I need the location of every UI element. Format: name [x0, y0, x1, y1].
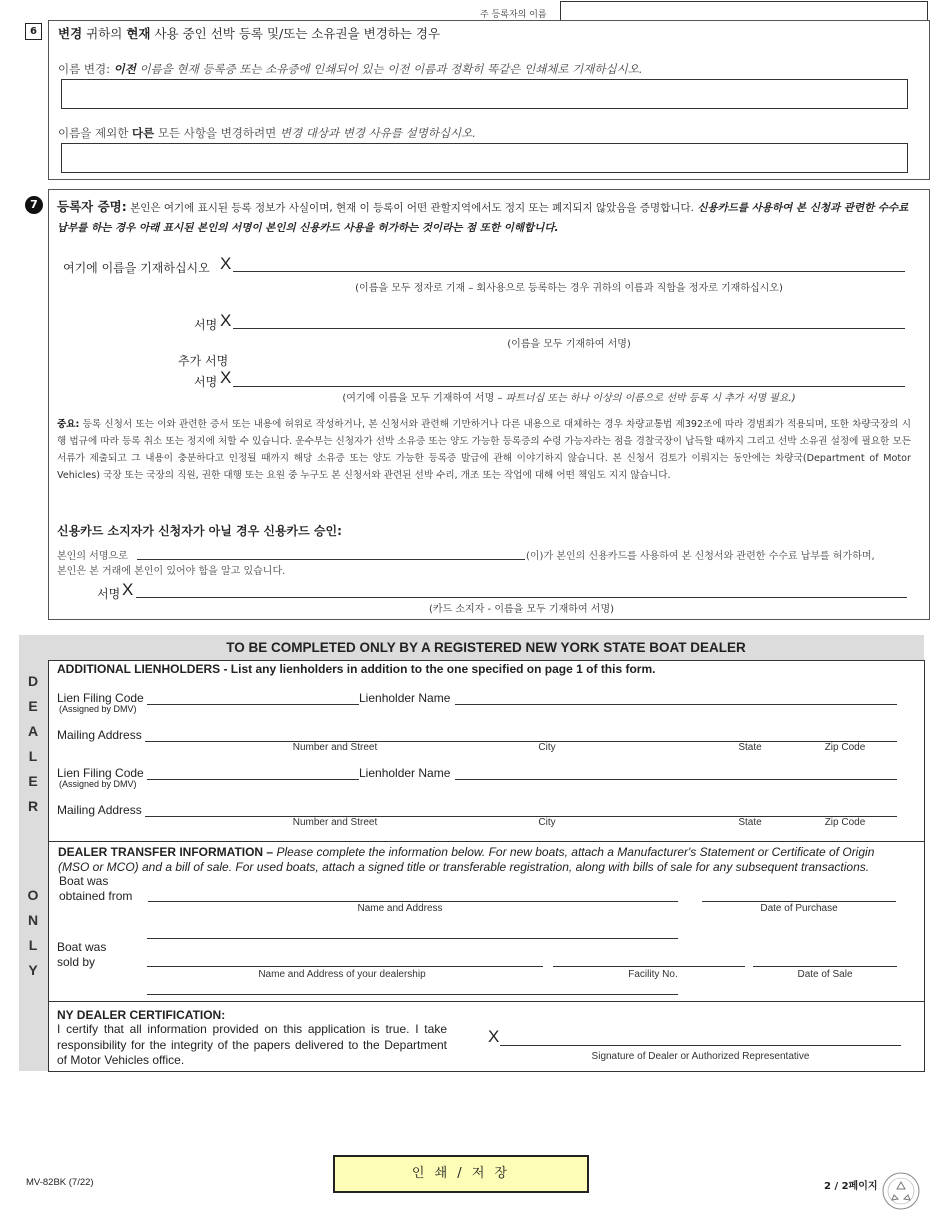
dealer-side-letter: L [28, 937, 38, 953]
dealer-transfer-instructions: DEALER TRANSFER INFORMATION – Please complete the information below. For new boats, attach a Manufacturer's Statement or Certificate of Origin (MSO or MCO) and a bill of sale. For used boats, attach a signed title or transferable registration, along with bills of sale for any subsequent transactions. [58, 845, 875, 874]
zip-caption: Zip Code [824, 817, 866, 828]
number-street-caption: Number and Street [292, 817, 378, 828]
cardholder-signature-x: X [122, 580, 134, 599]
assigned-by-dmv-note: (Assigned by DMV) [59, 779, 137, 789]
dealer-side-letter: N [27, 912, 39, 928]
print-name-x: X [220, 254, 232, 273]
sold-by-label-1: Boat was [57, 940, 107, 954]
additional-signature-caption: (여기에 이름을 모두 기재하여 서명 – 파트너십 또는 하나 이상의 이름으로 선박 등록 시 추가 서명 필요.) [342, 393, 796, 404]
lienholders-title: ADDITIONAL LIENHOLDERS - List any lienholders in addition to the one specified on page 1 of this form. [57, 662, 656, 676]
state-caption: State [738, 817, 762, 828]
lien-filing-code-label: Lien Filing Code [57, 691, 144, 705]
sold-by-label-2: sold by [57, 955, 96, 969]
lien-filing-code-line-1[interactable] [147, 704, 359, 705]
lien-filing-code-label: Lien Filing Code [57, 766, 144, 780]
credit-card-title: 신용카드 소지자가 신청자가 아닐 경우 신용카드 승인: [57, 524, 342, 538]
certification-text: 등록자 증명: 본인은 여기에 표시된 등록 정보가 사실이며, 현재 이 등록이 어떤 관할지역에서도 정지 또는 폐지되지 않았음을 증명합니다. 신용카드를 사용하여 본 신청과 관련한 수수료 납부를 하는 경우 아래 표시된 본인의 서명이 본인의 신용카드 사용을 허가하는 것이라는 점 또한 이해합니다. [57, 199, 909, 234]
dealership-caption: Name and Address of your dealership [258, 969, 426, 980]
additional-signature-line[interactable] [233, 386, 905, 387]
signature-caption: (이름을 모두 기재하여 서명) [507, 339, 631, 350]
dealer-certification-title: NY DEALER CERTIFICATION: [57, 1008, 226, 1022]
credit-card-text-presence: 본인은 본 거래에 본인이 있어야 함을 알고 있습니다. [57, 566, 286, 577]
dealer-side-letter: E [28, 698, 38, 714]
cardholder-signature-label: 서명 [97, 587, 121, 601]
other-change-instruction: 이름을 제외한 다른 모든 사항을 변경하려면 변경 대상과 변경 사유를 설명하십시오. [58, 126, 476, 140]
additional-signature-label: 서명 [194, 375, 218, 389]
date-of-sale-caption: Date of Sale [797, 969, 853, 980]
obtained-from-name-line[interactable] [148, 901, 678, 902]
dealer-side-letter: L [28, 748, 38, 764]
dealer-certification-text: I certify that all information provided on this application is true. I take responsibility for the integrity of the papers delivered to the Department of Motor Vehicles office. [57, 1022, 447, 1067]
dealer-side-letter: O [27, 887, 39, 903]
obtained-from-address-line[interactable] [147, 938, 678, 939]
print-name-caption: (이름을 모두 정자로 기재 – 회사용으로 등록하는 경우 귀하의 이름과 직함을 정자로 기재하십시오) [355, 283, 783, 294]
mailing-address-label: Mailing Address [57, 728, 142, 742]
signature-label: 서명 [194, 318, 218, 332]
obtained-from-label-2: obtained from [59, 889, 133, 903]
dealer-side-letter: A [27, 723, 39, 739]
name-change-instruction: 이름 변경: 이전 이름을 현재 등록증 또는 소유증에 인쇄되어 있는 이전 이름과 정확히 똑같은 인쇄체로 기재하십시오. [58, 62, 643, 76]
lien-filing-code-line-2[interactable] [147, 779, 359, 780]
section-7-number: 7 [25, 196, 43, 214]
facility-no-line[interactable] [553, 966, 745, 967]
dealer-signature-x: X [488, 1027, 500, 1046]
dealer-signature-line[interactable] [500, 1045, 901, 1046]
city-caption: City [538, 817, 556, 828]
number-street-caption: Number and Street [292, 742, 378, 753]
date-of-purchase-line[interactable] [702, 901, 896, 902]
name-address-caption: Name and Address [357, 903, 443, 914]
print-name-label: 여기에 이름을 기재하십시오 [63, 261, 210, 275]
lienholder-name-label: Lienholder Name [359, 691, 451, 705]
date-of-purchase-caption: Date of Purchase [760, 903, 838, 914]
dealer-signature-caption: Signature of Dealer or Authorized Representative [591, 1051, 810, 1062]
previous-name-field[interactable] [61, 79, 908, 109]
mailing-address-label: Mailing Address [57, 803, 142, 817]
dealer-side-letter: D [27, 673, 39, 689]
assigned-by-dmv-note: (Assigned by DMV) [59, 704, 137, 714]
section-6-title: 변경 귀하의 현재 사용 중인 선박 등록 및/또는 소유권을 변경하는 경우 [58, 26, 441, 41]
sold-by-name-line[interactable] [147, 966, 543, 967]
primary-registrant-label: 주 등록자의 이름 [480, 10, 547, 20]
cardholder-signature-line[interactable] [136, 597, 907, 598]
signature-line[interactable] [233, 328, 905, 329]
primary-registrant-field[interactable] [560, 1, 928, 22]
section-6-number: 6 [25, 23, 42, 40]
form-id: MV-82BK (7/22) [26, 1177, 94, 1188]
dealer-side-letter: E [28, 773, 38, 789]
print-save-button[interactable]: 인 쇄 / 저 장 [333, 1155, 589, 1193]
additional-signature-heading: 추가 서명 [178, 354, 229, 368]
recycle-icon [881, 1171, 921, 1211]
sold-by-address-line[interactable] [147, 994, 678, 995]
print-name-line[interactable] [233, 271, 905, 272]
credit-card-text-end: (이)가 본인의 신용카드를 사용하여 본 신청서와 관련한 수수료 납부를 허가하며, [526, 551, 875, 562]
obtained-from-label-1: Boat was [59, 874, 109, 888]
city-caption: City [538, 742, 556, 753]
other-change-field[interactable] [61, 143, 908, 173]
lienholder-name-label: Lienholder Name [359, 766, 451, 780]
cardholder-signature-caption: (카드 소지자 - 이름을 모두 기재하여 서명) [428, 604, 615, 615]
lienholder-name-line-2[interactable] [455, 779, 897, 780]
facility-no-caption: Facility No. [628, 969, 678, 980]
important-notice: 중요: 등록 신청서 또는 이와 관련한 증서 또는 내용에 허위로 작성하거나, 본 신청서와 관련해 기만하거나 다른 내용으로 대체하는 경우 차량교통법 제392조에 따라 경범죄가 적용되며, 또한 차량국장의 시행 법규에 따라 등록 취소 또는 정지에 처할 수 있습니다. 운수부는 신청자가 선박 소유증 또는 양도 가능한 등록증의 수령 가능자라는 점을 경찰국장이 납득할 때까지 그리고 선박 소유권 설정에 필요한 모든 서류가 제출되고 그 내용이 충분하다고 인정될 때까지 해당 소유증 또는 양도 가능한 등록증 발급에 관해 이야기하지 않습니다. 본 신청서 검토가 이뤄지는 동안에는 차량국(Department of Motor Vehicles) 국장 또는 국장의 직원, 권한 대행 또는 요원 중 누구도 본 신청서와 관련된 선박 수리, 개조 또는 작업에 대해 어떤 책임도 지지 않습니다. [57, 419, 911, 481]
lienholders-box [48, 660, 925, 842]
state-caption: State [738, 742, 762, 753]
credit-card-text-start: 본인의 서명으로 [57, 551, 128, 562]
lienholder-name-line-1[interactable] [455, 704, 897, 705]
zip-caption: Zip Code [824, 742, 866, 753]
dealer-side-letter: Y [28, 962, 38, 978]
cardholder-authorized-name-line[interactable] [137, 559, 525, 560]
date-of-sale-line[interactable] [753, 966, 897, 967]
dealer-side-letter: R [27, 798, 39, 814]
dealer-banner: TO BE COMPLETED ONLY BY A REGISTERED NEW YORK STATE BOAT DEALER [226, 640, 746, 655]
page-number: 2 / 2페이지 [824, 1181, 878, 1192]
additional-signature-x: X [220, 368, 232, 387]
signature-x: X [220, 311, 232, 330]
